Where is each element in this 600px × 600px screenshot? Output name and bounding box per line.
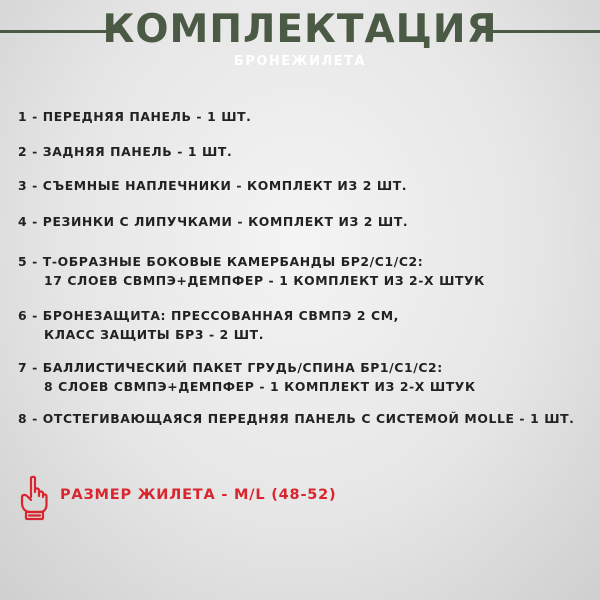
pointing-hand-icon	[18, 475, 48, 521]
list-item-text: 5 - Т-ОБРАЗНЫЕ БОКОВЫЕ КАМЕРБАНДЫ БР2/С1/С2:	[18, 254, 424, 269]
list-item-text: 7 - БАЛЛИСТИЧЕСКИЙ ПАКЕТ ГРУДЬ/СПИНА БР1/С1/С2:	[18, 360, 443, 375]
list-item-text: 8 - ОТСТЕГИВАЮЩАЯСЯ ПЕРЕДНЯЯ ПАНЕЛЬ С СИСТЕМОЙ MOLLE - 1 ШТ.	[18, 411, 575, 426]
header	[0, 0, 600, 88]
list-item	[18, 306, 399, 344]
page-title: КОМПЛЕКТАЦИЯ	[102, 7, 498, 52]
list-item	[18, 107, 251, 126]
list-item-text-continued: 17 СЛОЕВ СВМПЭ+ДЕМПФЕР - 1 КОМПЛЕКТ ИЗ 2-Х ШТУК	[44, 273, 485, 288]
list-item-text: 1 - ПЕРЕДНЯЯ ПАНЕЛЬ - 1 ШТ.	[18, 109, 252, 124]
vest-size-label: РАЗМЕР ЖИЛЕТА - M/L (48-52)	[60, 487, 337, 503]
list-item-text: 3 - СЪЕМНЫЕ НАПЛЕЧНИКИ - КОМПЛЕКТ ИЗ 2 ШТ.	[18, 178, 408, 193]
list-item	[18, 142, 232, 161]
list-item	[18, 176, 407, 195]
list-item	[18, 212, 408, 231]
page-subtitle: БРОНЕЖИЛЕТА	[233, 54, 367, 69]
list-item-text-continued: 8 СЛОЕВ СВМПЭ+ДЕМПФЕР - 1 КОМПЛЕКТ ИЗ 2-Х ШТУК	[44, 379, 476, 394]
list-item-text: 4 - РЕЗИНКИ С ЛИПУЧКАМИ - КОМПЛЕКТ ИЗ 2 ШТ.	[18, 214, 409, 229]
list-item	[18, 252, 485, 290]
size-note	[18, 475, 418, 523]
list-item	[18, 358, 476, 396]
list-item-text-continued: КЛАСС ЗАЩИТЫ БР3 - 2 ШТ.	[44, 327, 265, 342]
list-item	[18, 409, 574, 428]
list-item-text: 6 - БРОНЕЗАЩИТА: ПРЕССОВАННАЯ СВМПЭ 2 СМ,	[18, 308, 399, 323]
list-item-text: 2 - ЗАДНЯЯ ПАНЕЛЬ - 1 ШТ.	[18, 144, 233, 159]
